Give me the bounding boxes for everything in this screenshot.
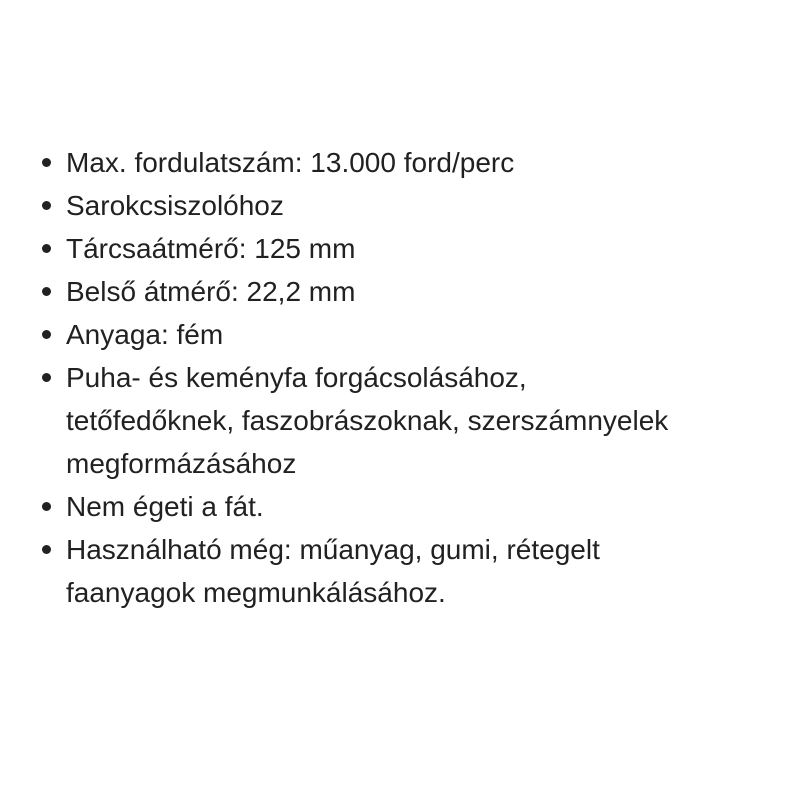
list-item-text: Használható még: műanyag, gumi, rétegelt faanyagok megmunkálásához. [66, 534, 600, 608]
list-item-text: Nem égeti a fát. [66, 491, 264, 522]
bullet-icon [42, 373, 51, 382]
bullet-icon [42, 330, 51, 339]
list-item-text: Anyaga: fém [66, 319, 224, 350]
product-spec-list [38, 141, 686, 614]
bullet-icon [42, 244, 51, 253]
bullet-icon [42, 502, 51, 511]
list-item [38, 528, 686, 614]
list-item-text: Puha- és keményfa forgácsolásához, tetőfedőknek, faszobrászoknak, szerszámnyelek megformázásához [66, 362, 669, 479]
list-item [38, 270, 686, 313]
list-item-text: Belső átmérő: 22,2 mm [66, 276, 356, 307]
list-item [38, 184, 686, 227]
bullet-icon [42, 158, 51, 167]
bullet-icon [42, 545, 51, 554]
list-item [38, 227, 686, 270]
list-item-text: Sarokcsiszolóhoz [66, 190, 284, 221]
list-item-text: Max. fordulatszám: 13.000 ford/perc [66, 147, 515, 178]
bullet-icon [42, 287, 51, 296]
list-item [38, 485, 686, 528]
list-item-text: Tárcsaátmérő: 125 mm [66, 233, 356, 264]
list-item [38, 313, 686, 356]
list-item [38, 141, 686, 184]
bullet-icon [42, 201, 51, 210]
list-item [38, 356, 686, 485]
